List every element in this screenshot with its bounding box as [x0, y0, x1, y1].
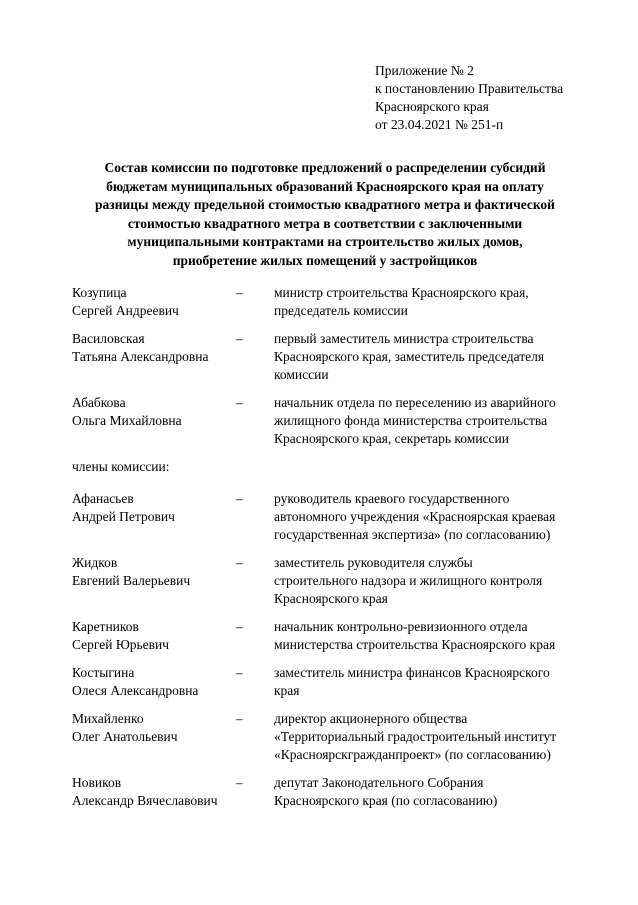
member-surname: Афанасьев [72, 491, 134, 506]
role-line: министерства строительства Красноярского края [274, 637, 556, 652]
dash-separator: – [236, 775, 243, 790]
member-role [274, 554, 612, 608]
member-row [72, 490, 612, 544]
member-row [72, 330, 612, 384]
title-line: муниципальными контрактами на строительство жилых домов, [127, 234, 523, 249]
member-row [72, 284, 612, 320]
member-name [72, 554, 236, 608]
role-line: жилищного фонда министерства строительства [274, 413, 548, 428]
role-line: директор акционерного общества [274, 711, 468, 726]
member-given-name: Ольга Михайловна [72, 413, 182, 428]
member-role [274, 618, 612, 654]
role-line: края [274, 683, 300, 698]
appendix-region: Красноярского края [375, 99, 489, 114]
role-line: государственная экспертиза» (по согласованию) [274, 527, 551, 542]
dash-separator: – [236, 331, 243, 346]
member-given-name: Сергей Юрьевич [72, 637, 170, 652]
member-name [72, 664, 236, 700]
role-line: депутат Законодательного Собрания [274, 775, 484, 790]
member-surname: Новиков [72, 775, 122, 790]
dash-separator: – [236, 285, 243, 300]
role-line: строительного надзора и жилищного контроля [274, 573, 543, 588]
member-row [72, 554, 612, 608]
member-surname: Жидков [72, 555, 118, 570]
member-surname: Василовская [72, 331, 145, 346]
role-line: председатель комиссии [274, 303, 408, 318]
title-line: бюджетам муниципальных образований Красноярского края на оплату [106, 178, 544, 194]
member-surname: Козупица [72, 285, 127, 300]
title-line: Состав комиссии по подготовке предложений о распределении субсидий [104, 160, 546, 175]
title-line: приобретение жилых помещений у застройщиков [172, 252, 478, 268]
role-line: первый заместитель министра строительства [274, 331, 534, 346]
member-given-name: Сергей Андреевич [72, 303, 179, 318]
member-surname: Михайленко [72, 711, 144, 726]
member-row [72, 774, 612, 810]
member-row [72, 664, 612, 700]
member-row [72, 710, 612, 764]
member-name [72, 710, 236, 764]
member-surname: Костыгина [72, 665, 135, 680]
dash-separator: – [236, 555, 243, 570]
member-role [274, 284, 612, 320]
document-title [60, 159, 590, 270]
member-name [72, 618, 236, 654]
member-name [72, 490, 236, 544]
member-name [72, 330, 236, 384]
role-line: заместитель министра финансов Красноярского [274, 665, 550, 680]
member-given-name: Евгений Валерьевич [72, 573, 191, 588]
member-name [72, 774, 236, 810]
appendix-date: от 23.04.2021 № 251-п [375, 117, 504, 132]
member-role [274, 710, 612, 764]
role-line: начальник контрольно-ревизионного отдела [274, 619, 528, 634]
member-role [274, 490, 612, 544]
member-name [72, 284, 236, 320]
role-line: «Территориальный градостроительный институт [274, 729, 557, 744]
dash-separator: – [236, 711, 243, 726]
appendix-header [375, 62, 625, 134]
member-role [274, 394, 612, 448]
member-name [72, 394, 236, 448]
role-line: министр строительства Красноярского края, [274, 285, 529, 300]
title-line: разницы между предельной стоимостью квадратного метра и фактической [95, 197, 555, 212]
role-line: заместитель руководителя службы [274, 555, 473, 570]
appendix-number: Приложение № 2 [375, 63, 474, 78]
role-line: Красноярского края (по согласованию) [274, 793, 498, 808]
role-line: Красноярского края, заместитель председателя [274, 349, 545, 364]
member-given-name: Олеся Александровна [72, 683, 199, 698]
role-line: руководитель краевого государственного [274, 491, 510, 506]
member-given-name: Олег Анатольевич [72, 729, 178, 744]
dash-separator: – [236, 395, 243, 410]
dash-separator: – [236, 491, 243, 506]
member-role [274, 664, 612, 700]
role-line: «Красноярскгражданпроект» (по согласованию) [274, 747, 551, 762]
member-given-name: Александр Вячеславович [72, 793, 218, 808]
member-surname: Абабкова [72, 395, 126, 410]
member-row [72, 394, 612, 448]
member-given-name: Андрей Петрович [72, 509, 175, 524]
members-section-label: члены комиссии: [72, 459, 170, 474]
role-line: начальник отдела по переселению из аварийного [274, 395, 556, 410]
member-given-name: Татьяна Александровна [72, 349, 209, 364]
role-line: комиссии [274, 367, 329, 382]
dash-separator: – [236, 619, 243, 634]
role-line: автономного учреждения «Красноярская краевая [274, 509, 556, 524]
dash-separator: – [236, 665, 243, 680]
appendix-reference: к постановлению Правительства [375, 81, 564, 96]
member-row [72, 618, 612, 654]
role-line: Красноярского края, секретарь комиссии [274, 431, 509, 446]
member-surname: Каретников [72, 619, 139, 634]
role-line: Красноярского края [274, 591, 388, 606]
member-role [274, 774, 612, 810]
member-role [274, 330, 612, 384]
commission-list [72, 284, 612, 820]
title-line: стоимостью квадратного метра в соответствии с заключенными [127, 215, 523, 231]
